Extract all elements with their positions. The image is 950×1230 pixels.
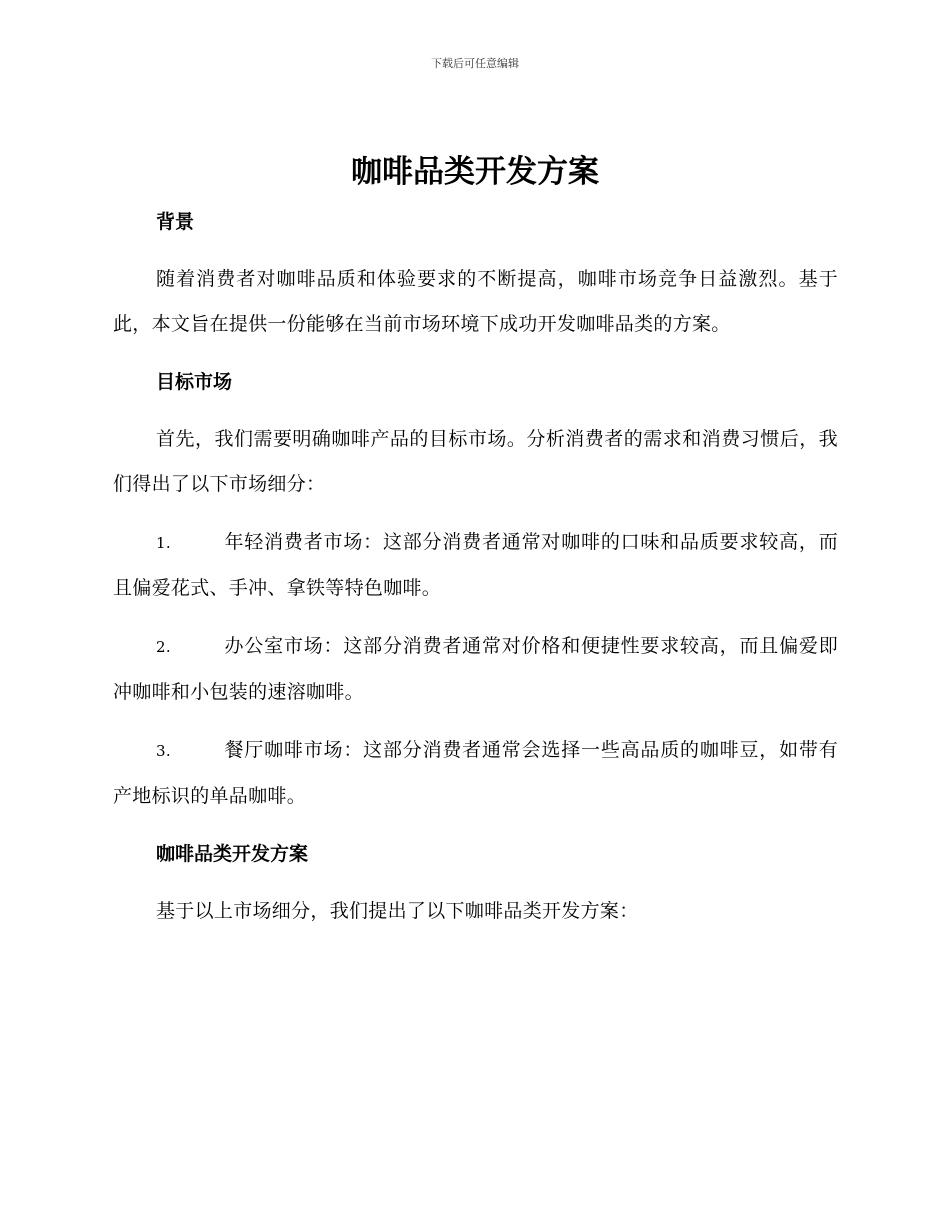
list-number: 2. xyxy=(156,638,171,656)
header-note: 下载后可任意编辑 xyxy=(431,57,519,70)
list-number: 3. xyxy=(156,742,171,760)
list-item-text: 年轻消费者市场：这部分消费者通常对咖啡的口味和品质要求较高，而且偏爱花式、手冲、拿铁等特色咖啡。 xyxy=(113,531,838,599)
section-heading-plan: 咖啡品类开发方案 xyxy=(156,843,309,865)
list-item xyxy=(113,520,838,611)
section-heading-target-market: 目标市场 xyxy=(156,371,233,393)
paragraph-target-market: 首先，我们需要明确咖啡产品的目标市场。分析消费者的需求和消费习惯后，我们得出了以下市场细分： xyxy=(113,428,838,495)
page-title: 咖啡品类开发方案 xyxy=(351,154,599,190)
paragraph-background: 随着消费者对咖啡品质和体验要求的不断提高，咖啡市场竞争日益激烈。基于此，本文旨在提供一份能够在当前市场环境下成功开发咖啡品类的方案。 xyxy=(113,268,838,335)
list-number: 1. xyxy=(156,534,171,552)
document-body xyxy=(113,200,838,934)
section-heading-background: 背景 xyxy=(156,211,195,233)
paragraph-plan: 基于以上市场细分，我们提出了以下咖啡品类开发方案： xyxy=(156,900,639,922)
list-item-text: 餐厅咖啡市场：这部分消费者通常会选择一些高品质的咖啡豆，如带有产地标识的单品咖啡。 xyxy=(113,739,838,807)
list-item xyxy=(113,728,838,819)
list-item-text: 办公室市场：这部分消费者通常对价格和便捷性要求较高，而且偏爱即冲咖啡和小包装的速溶咖啡。 xyxy=(113,635,838,703)
list-item xyxy=(113,624,838,715)
